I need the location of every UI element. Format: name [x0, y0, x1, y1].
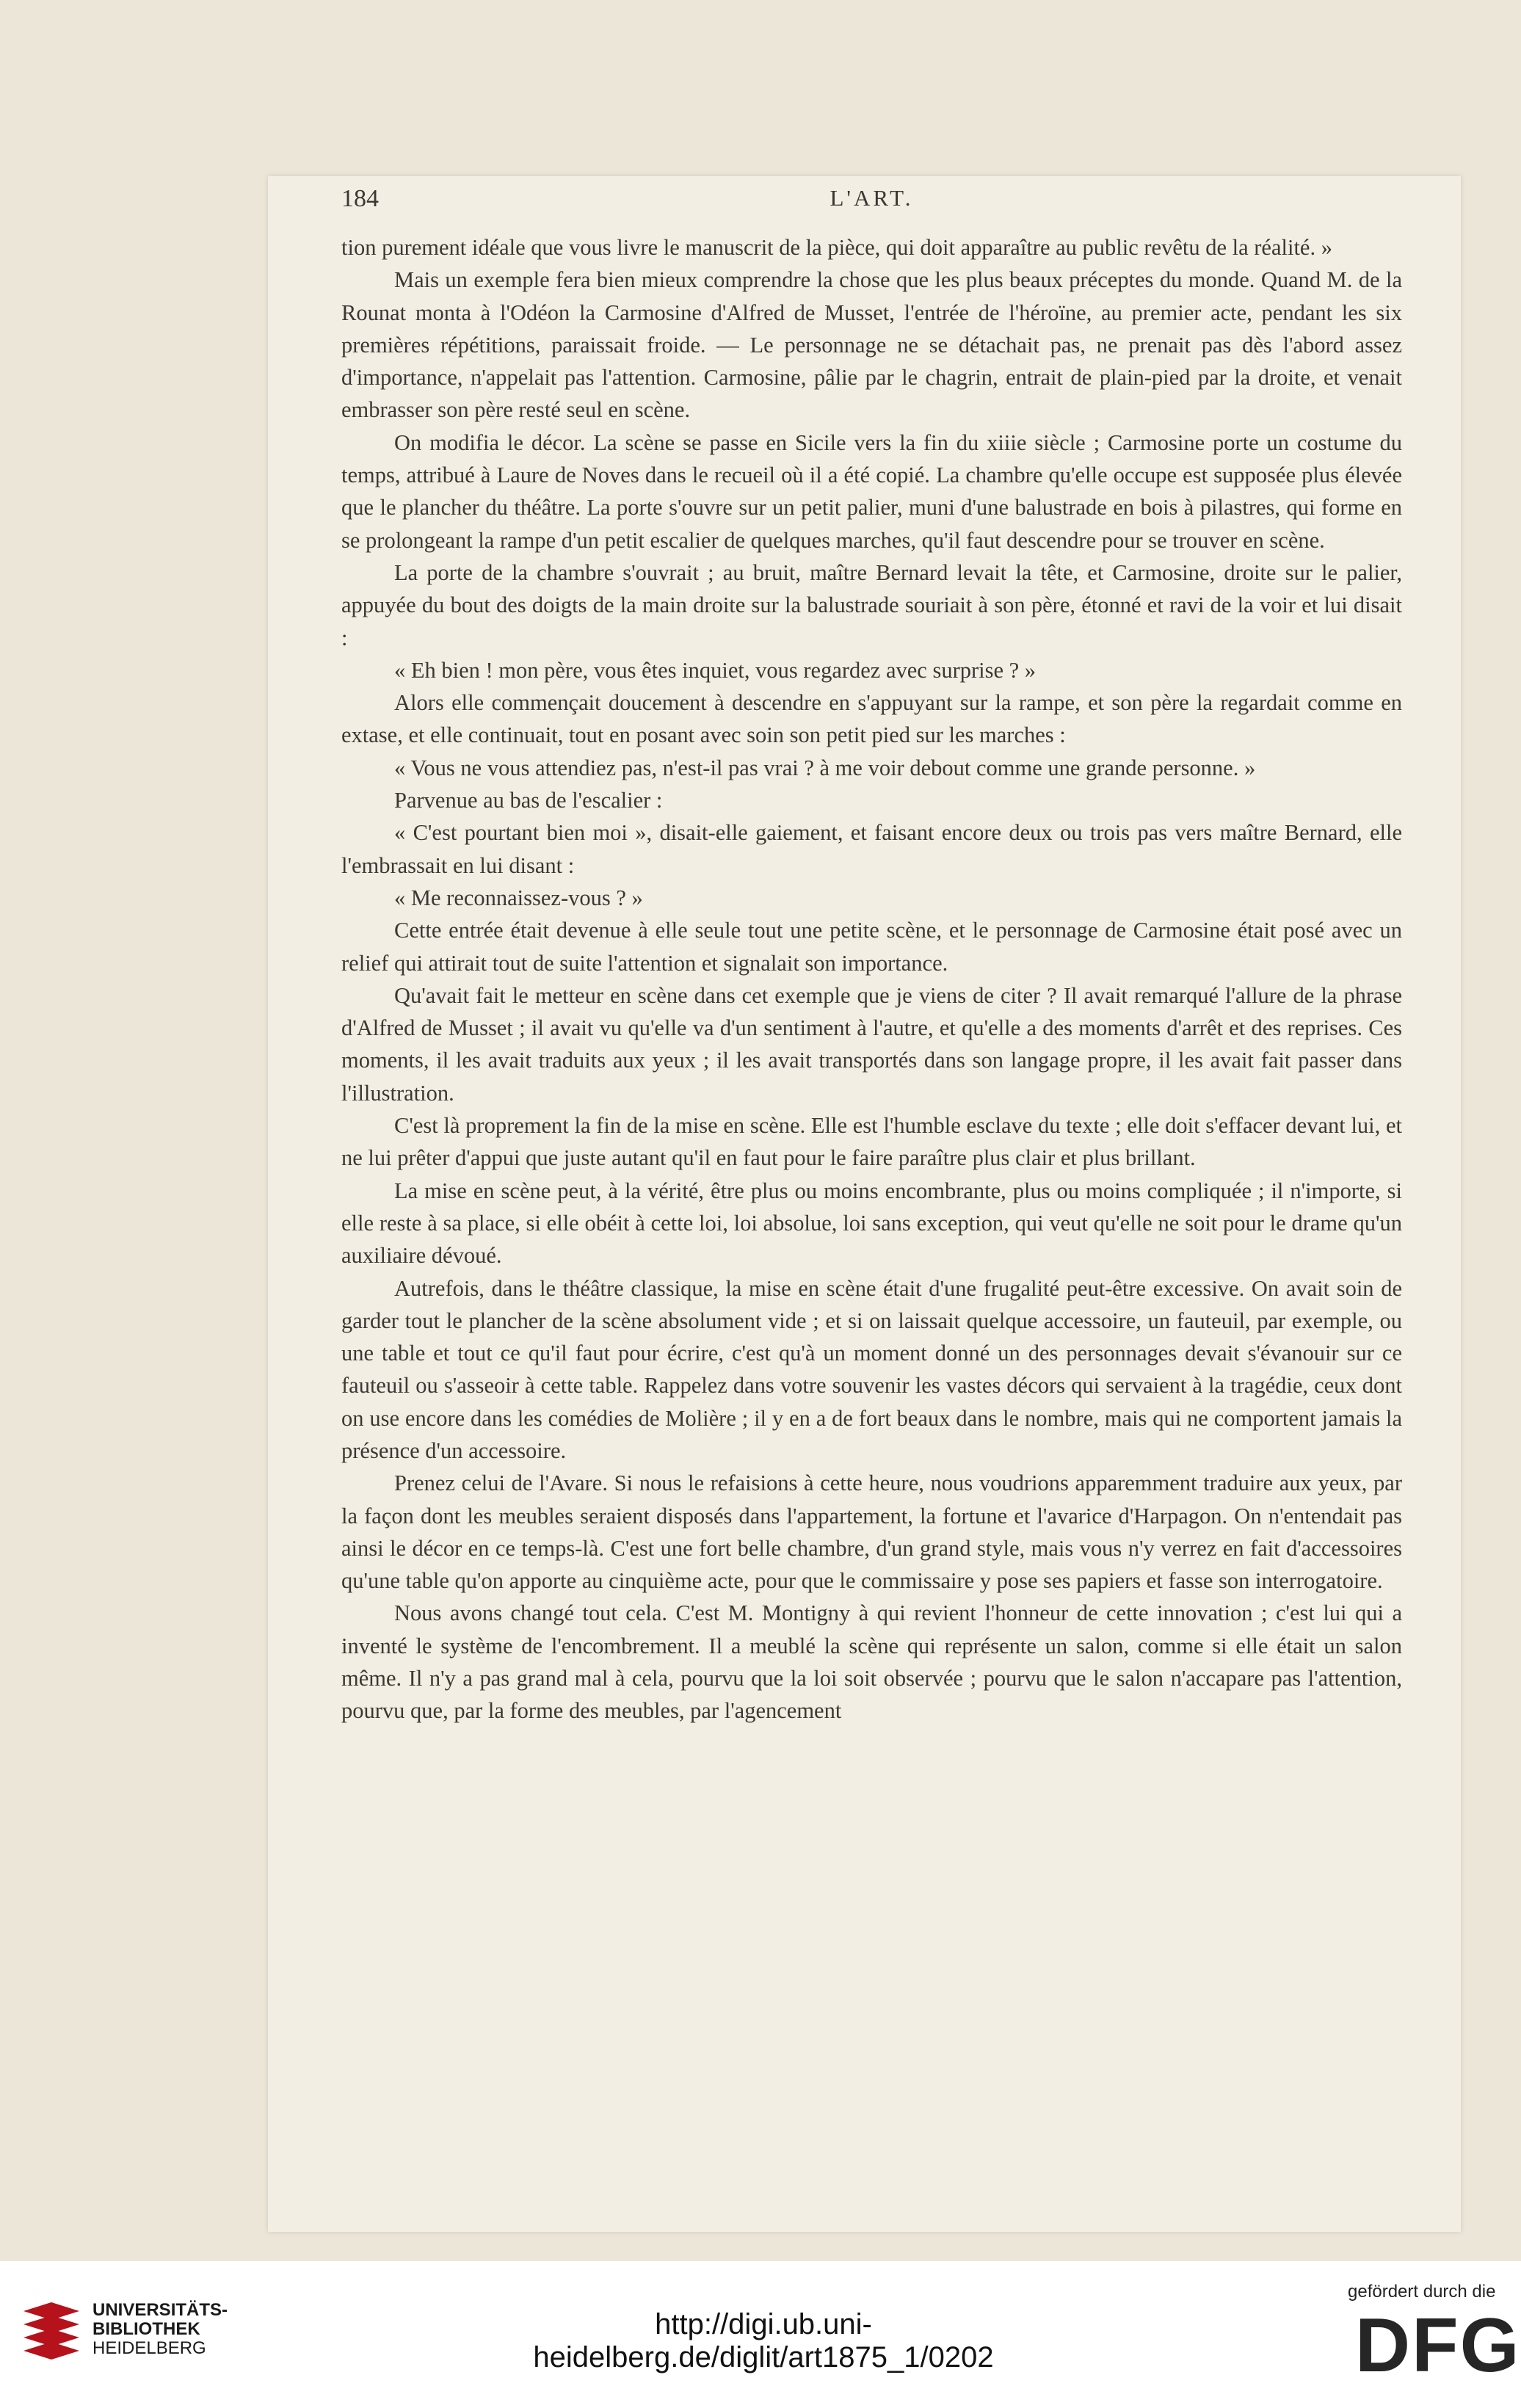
paragraph: Cette entrée était devenue à elle seule tout une petite scène, et le personnage de Carmosine était posé avec un relief qui attirait tout de suite l'attention et signalait son importance.: [341, 918, 1402, 976]
paragraph: La porte de la chambre s'ouvrait ; au bruit, maître Bernard levait la tête, et Carmosine, droite sur le palier, appuyée du bout des doigts de la main droite sur la balustrade souriait à son père, étonné et ravi de la voir et lui disait :: [341, 559, 1402, 650]
paragraph: La mise en scène peut, à la vérité, être plus ou moins encombrante, plus ou moins compliquée ; il n'importe, si elle reste à sa place, si elle obéit à cette loi, loi absolue, loi sans exception, qui veut qu'elle ne soit pour le drame qu'un auxiliaire dévoué.: [341, 1178, 1402, 1269]
paragraph: C'est là proprement la fin de la mise en scène. Elle est l'humble esclave du texte ; elle doit s'effacer devant lui, et ne lui prêter d'appui que juste autant qu'il en faut pour le faire paraître plus clair et plus brillant.: [341, 1113, 1402, 1171]
paragraph: « Me reconnaissez-vous ? »: [394, 885, 643, 910]
paragraph: Prenez celui de l'Avare. Si nous le refaisions à cette heure, nous voudrions apparemment traduire aux yeux, par la façon dont les meubles seraient disposés dans l'appartement, la fortune et l'avarice d'Harpagon. On n'entendait pas ainsi le décor en ce temps-là. C'est une fort belle chambre, d'un grand style, mais vous n'y verrez en fait d'accessoires qu'une table qu'on apporte au cinquième acte, pour que le commissaire y pose ses papiers et fasse son interrogatoire.: [341, 1470, 1402, 1594]
library-name-line: HEIDELBERG: [92, 2338, 206, 2358]
university-library-name: [92, 2301, 228, 2358]
running-title: L'ART.: [830, 185, 914, 211]
library-name-line: UNIVERSITÄTS-: [92, 2300, 228, 2320]
paragraph: Alors elle commençait doucement à descendre en s'appuyant sur la rampe, et son père la regardait comme en extase, et elle continuait, tout en posant avec soin son petit pied sur les marches :: [341, 690, 1402, 748]
library-name-line: BIBLIOTHEK: [92, 2319, 200, 2339]
article-text: [341, 231, 1402, 1727]
paragraph: Nous avons changé tout cela. C'est M. Montigny à qui revient l'honneur de cette innovation ; c'est lui qui a inventé le système de l'encombrement. Il a meublé la scène qui représente un salon, comme si elle était un salon même. Il n'y a pas grand mal à cela, pourvu que la loi soit observée ; pourvu que le salon n'accapare pas l'attention, pourvu que, par la forme des meubles, par l'agencement: [341, 1600, 1402, 1724]
paragraph: « Vous ne vous attendiez pas, n'est-il pas vrai ? à me voir debout comme une grande personne. »: [394, 755, 1256, 780]
paragraph: Mais un exemple fera bien mieux comprendre la chose que les plus beaux préceptes du monde. Quand M. de la Rounat monta à l'Odéon la Carmosine d'Alfred de Musset, l'entrée de l'héroïne, au premier acte, pendant les six premières répétitions, paraissait froide. — Le personnage ne se détachait pas, ne prenait pas dès l'abord assez d'importance, n'appelait pas l'attention. Carmosine, pâlie par le chagrin, entrait de plain-pied par la droite, et venait embrasser son père resté seul en scène.: [341, 267, 1402, 423]
paragraph: « Eh bien ! mon père, vous êtes inquiet, vous regardez avec surprise ? »: [394, 657, 1037, 683]
paragraph: Autrefois, dans le théâtre classique, la mise en scène était d'une frugalité peut-être excessive. On avait soin de garder tout le plancher de la scène absolument vide ; et si on laissait quelque accessoire, un fauteuil, par exemple, ou une table et tout ce qu'il faut pour écrire, c'est qu'à un moment donné un des personnages devait s'évanouir sur ce fauteuil ou s'asseoir à cette table. Rappelez dans votre souvenir les vastes décors qui servaient à la tragédie, ceux dont on use encore dans les comédies de Molière ; il y en a de fort beaux dans le nombre, mais qui ne comportent jamais la présence d'un accessoire.: [341, 1275, 1402, 1463]
funder-caption: gefördert durch die: [1348, 2282, 1496, 2302]
page-header: [341, 185, 1402, 222]
paragraph: On modifia le décor. La scène se passe en Sicile vers la fin du xiiie siècle ; Carmosine porte un costume du temps, attribué à Laure de Noves dans le recueil où il a été copié. La chambre qu'elle occupe est supposée plus élevée que le plancher du théâtre. La porte s'ouvre sur un petit palier, muni d'une balustrade en bois à pilastres, qui forme en se prolongeant la rampe d'un petit escalier de quelques marches, qu'il faut descendre pour se trouver en scène.: [341, 429, 1402, 553]
university-library-logo-icon: [16, 2295, 87, 2365]
page-number: 184: [341, 185, 379, 212]
source-url-link[interactable]: http://digi.ub.uni-heidelberg.de/diglit/art1875_1/0202: [533, 2308, 994, 2373]
paragraph: Qu'avait fait le metteur en scène dans cet exemple que je viens de citer ? Il avait remarqué l'allure de la phrase d'Alfred de Musset ; il avait vu qu'elle va d'un sentiment à l'autre, et qu'elle a des moments d'arrêt et des reprises. Ces moments, il les avait traduits aux yeux ; il les avait transportés dans son langage propre, il les avait fait passer dans l'illustration.: [341, 982, 1402, 1106]
paragraph: Parvenue au bas de l'escalier :: [394, 788, 663, 813]
paragraph: tion purement idéale que vous livre le manuscrit de la pièce, qui doit apparaître au public revêtu de la réalité. »: [341, 235, 1332, 260]
paragraph: « C'est pourtant bien moi », disait-elle gaiement, et faisant encore deux ou trois pas vers maître Bernard, elle l'embrassait en lui disant :: [341, 820, 1402, 878]
dfg-logo: DFG: [1355, 2303, 1521, 2388]
digitization-footer: [0, 2261, 1521, 2408]
